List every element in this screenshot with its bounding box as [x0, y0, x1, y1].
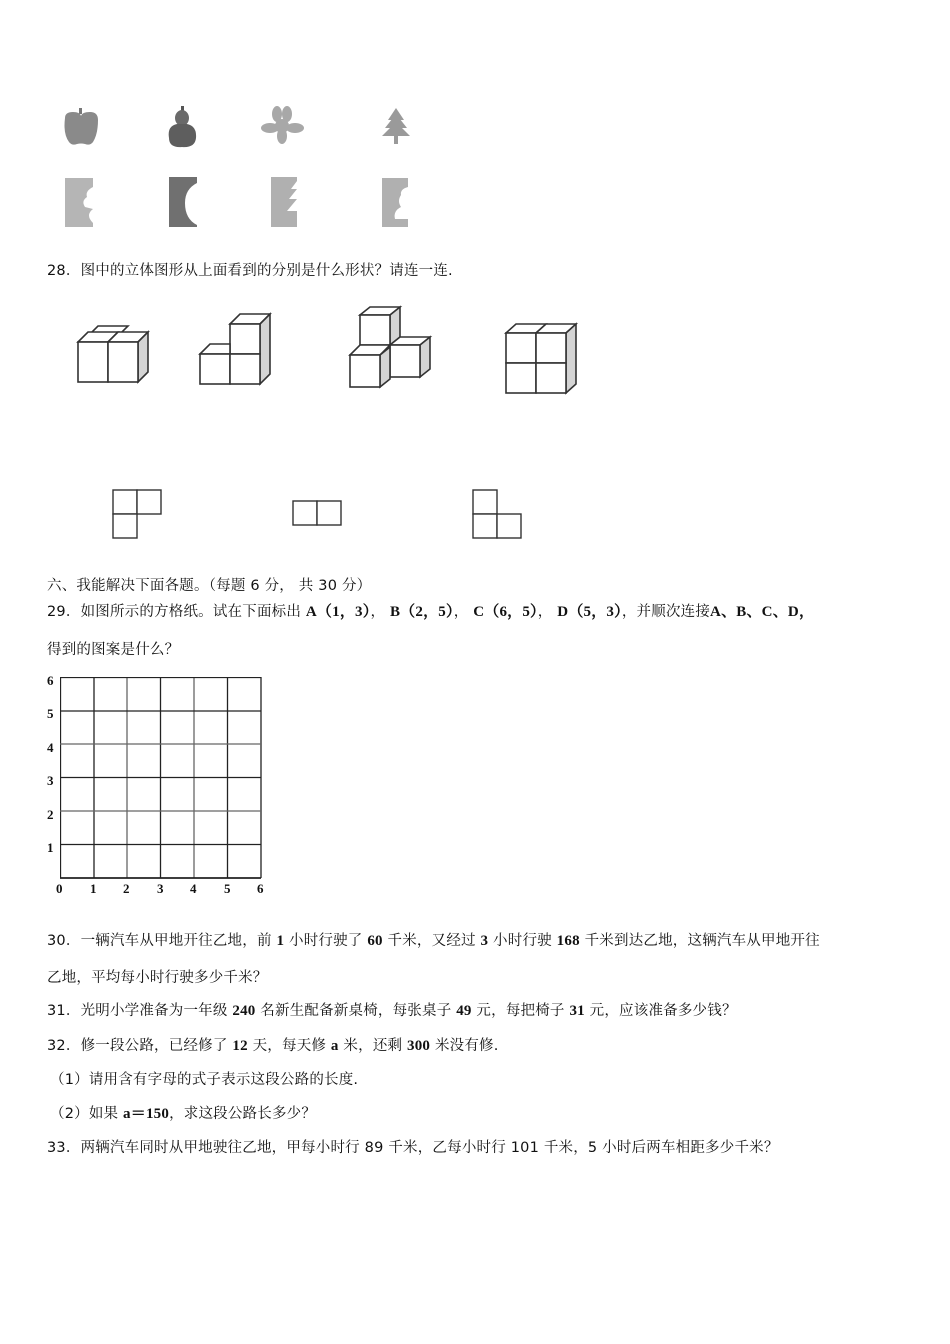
y-label-3: 3 — [47, 773, 54, 788]
question-text: 图中的立体图形从上面看到的分别是什么形状？请连一连. — [80, 263, 453, 279]
text: 千米到达乙地，这辆汽车从甲地开往 — [579, 933, 820, 949]
top-view-2[interactable] — [290, 498, 345, 528]
number: 31 — [569, 1003, 585, 1019]
point-a-coord: （1，3） — [316, 604, 371, 620]
question-32-sub2 — [50, 1104, 316, 1124]
point-c-label: C — [473, 604, 485, 620]
x-label-0: 0 — [56, 881, 63, 896]
text: 元，每把椅子 — [471, 1003, 570, 1019]
text: （2）如果 — [50, 1106, 124, 1122]
q29-connect: A、B、C、D， — [710, 604, 815, 620]
text: 米没有修. — [430, 1038, 499, 1054]
q29-prefix: 如图所示的方格纸。试在下面标出 — [80, 604, 302, 620]
x-label-2: 2 — [123, 881, 130, 896]
number: 60 — [367, 933, 383, 949]
text: 小时行驶了 — [284, 933, 368, 949]
separator: ， — [453, 604, 469, 620]
question-number: 33． — [47, 1140, 81, 1156]
apple-icon — [65, 108, 99, 145]
y-label-1: 1 — [47, 840, 54, 855]
x-label-1: 1 — [90, 881, 97, 896]
cutout-tree-icon — [271, 177, 297, 227]
text: 名新生配备新桌椅，每张桌子 — [255, 1003, 457, 1019]
solid-figure-1 — [70, 320, 160, 390]
point-b-coord: （2，5） — [400, 604, 454, 620]
point-c-coord: （6，5） — [484, 604, 538, 620]
question-33 — [47, 1138, 779, 1158]
point-d-coord: （5，3） — [568, 604, 622, 620]
question-number: 31． — [47, 1003, 81, 1019]
cutout-flower-icon — [382, 178, 408, 227]
solid-figure-4 — [500, 318, 585, 398]
number: 12 — [232, 1038, 248, 1054]
separator: ， — [537, 604, 553, 620]
text: ，求这段公路长多少？ — [169, 1106, 317, 1122]
section-6-heading: 六、我能解决下面各题。（每题 6 分， 共 30 分） — [47, 578, 372, 594]
cutout-apple-icon — [65, 178, 93, 227]
x-label-5: 5 — [224, 881, 231, 896]
tree-icon — [382, 108, 410, 144]
grid-lines — [60, 677, 262, 879]
top-view-1[interactable] — [110, 487, 165, 542]
x-label-4: 4 — [190, 881, 197, 896]
question-30-line1 — [47, 931, 820, 951]
question-text: 两辆汽车同时从甲地驶往乙地，甲每小时行 89 千米，乙每小时行 101 千米，5 小时后两车相距多少千米？ — [80, 1140, 779, 1156]
number: 300 — [407, 1038, 431, 1054]
solid-figure-3 — [345, 305, 440, 395]
coordinate-grid[interactable] — [60, 677, 261, 878]
question-32-sub1: （1）请用含有字母的式子表示这段公路的长度. — [50, 1072, 359, 1088]
q29-suffix: ，并顺次连接 — [621, 604, 711, 620]
number: 240 — [232, 1003, 256, 1019]
question-28 — [47, 261, 453, 281]
y-label-4: 4 — [47, 740, 54, 755]
point-d-label: D — [557, 604, 569, 620]
top-shapes-row — [55, 100, 435, 155]
x-label-3: 3 — [157, 881, 164, 896]
flower-icon — [261, 106, 304, 144]
question-29-line2: 得到的图案是什么？ — [47, 642, 180, 658]
question-number: 28． — [47, 263, 81, 279]
solid-figure-2 — [195, 312, 275, 392]
gourd-icon — [169, 106, 196, 147]
point-a-label: A — [305, 604, 317, 620]
question-number: 32． — [47, 1038, 81, 1054]
top-view-3[interactable] — [470, 487, 525, 542]
cutouts-illustration — [55, 175, 435, 235]
text: 一辆汽车从甲地开往乙地，前 — [80, 933, 277, 949]
question-29-line1 — [47, 602, 814, 622]
text: 天，每天修 — [247, 1038, 331, 1054]
question-number: 29． — [47, 604, 81, 620]
number: 3 — [480, 933, 489, 949]
number: 49 — [456, 1003, 472, 1019]
point-b-label: B — [389, 604, 401, 620]
x-label-6: 6 — [257, 881, 264, 896]
text: 元，应该准备多少钱？ — [584, 1003, 737, 1019]
question-30-line2: 乙地，平均每小时行驶多少千米？ — [47, 970, 268, 986]
separator: ， — [370, 604, 386, 620]
question-number: 30． — [47, 933, 81, 949]
text: 小时行驶 — [488, 933, 557, 949]
text: 光明小学准备为一年级 — [80, 1003, 233, 1019]
number: 1 — [276, 933, 285, 949]
text: 千米，又经过 — [382, 933, 481, 949]
text: 修一段公路，已经修了 — [80, 1038, 233, 1054]
y-label-6: 6 — [47, 673, 54, 688]
expression: a＝150 — [123, 1106, 170, 1122]
question-31 — [47, 1001, 737, 1021]
y-label-5: 5 — [47, 706, 54, 721]
number: 168 — [556, 933, 580, 949]
cutout-gourd-icon — [169, 177, 197, 227]
question-32 — [47, 1036, 499, 1056]
top-cutouts-row — [55, 175, 435, 235]
text: 米，还剩 — [338, 1038, 408, 1054]
y-label-2: 2 — [47, 807, 54, 822]
shapes-illustration — [55, 100, 435, 155]
variable: a — [330, 1038, 339, 1054]
